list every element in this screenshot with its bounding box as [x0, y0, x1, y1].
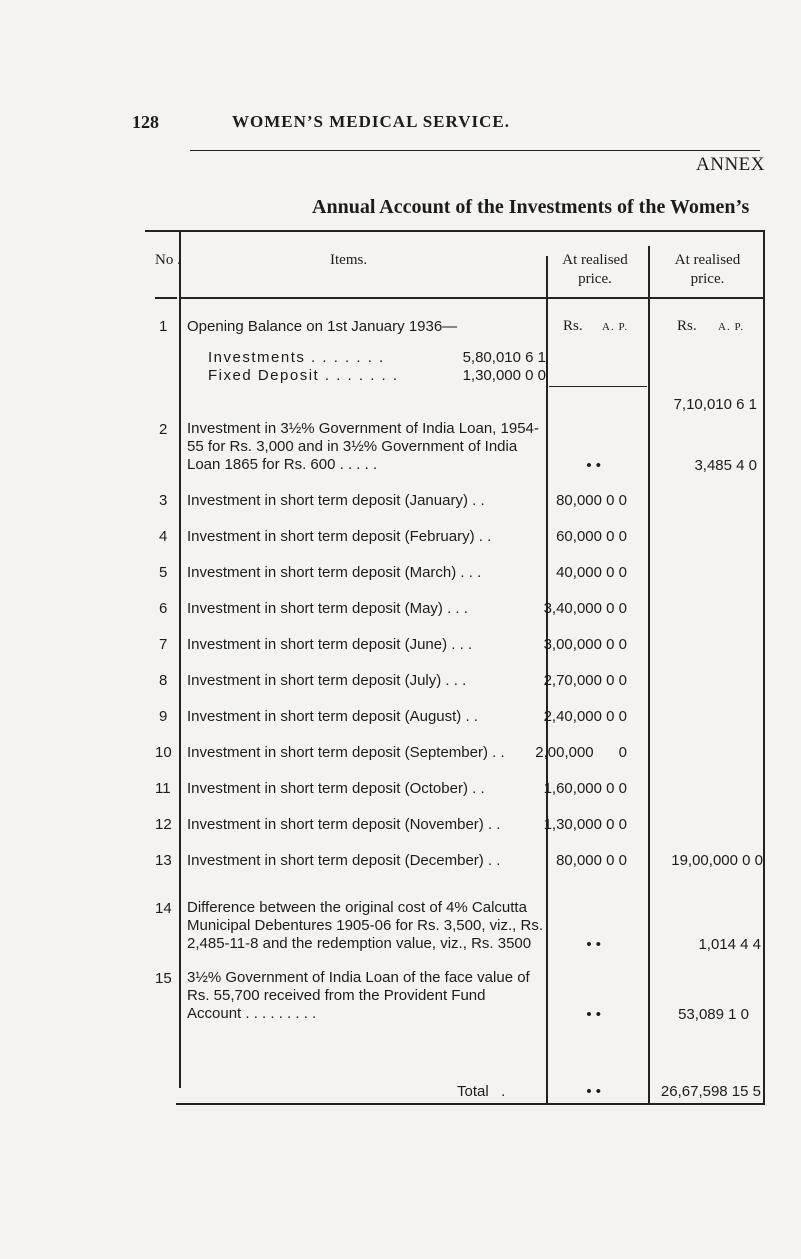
row-amount-col3: • • [586, 936, 601, 953]
row-item: Investment in short term deposit (November) . . [187, 816, 501, 833]
row-number: 8 [159, 672, 168, 689]
row-item: 3½% Government of India Loan of the face value of Rs. 55,700 received from the Provident Fund Account . . . . . . . . . [187, 969, 530, 1022]
row-number: 9 [159, 708, 168, 725]
row-amount-col3: 3,00,000 0 0 [543, 636, 627, 653]
row-item: Investment in short term deposit (February) . . [187, 528, 492, 545]
col-header-items: Items. [330, 252, 368, 268]
row-item: Investment in 3½% Government of India Loan, 1954-55 for Rs. 3,000 and in 3½% Government of India Loan 1865 for Rs. 600 . . . . . [187, 420, 539, 473]
header-bottom-rule-no [155, 297, 177, 299]
col-header-no: No . [155, 252, 181, 268]
table-right-edge [763, 230, 765, 1104]
subtotal-rule [549, 386, 647, 387]
row-number: 5 [159, 564, 168, 581]
unit-rs-col3: Rs. [563, 318, 583, 334]
unit-ap-col3: A. P. [602, 321, 629, 333]
header-bottom-rule [180, 297, 765, 299]
total-label: Total . [457, 1083, 506, 1100]
row-amount-col3: • • [586, 1006, 601, 1023]
row-number: 6 [159, 600, 168, 617]
row-amount-col4: 53,089 1 0 [678, 1006, 749, 1023]
row-amount-col3: 80,000 0 0 [556, 852, 627, 869]
row-number: 11 [155, 780, 171, 797]
row-number: 14 [155, 900, 172, 917]
col-header-col4: At realised price. [674, 252, 741, 287]
table-top-rule [145, 230, 765, 232]
annex-label: ANNEX [696, 154, 765, 175]
row-number: 13 [155, 852, 172, 869]
row-number: 2 [159, 421, 168, 438]
row-item: Investment in short term deposit (March) . . . [187, 564, 482, 581]
row-number: 7 [159, 636, 168, 653]
row-amount-col4: 7,10,010 6 1 [673, 396, 757, 413]
running-title: WOMEN’S MEDICAL SERVICE. [232, 112, 510, 131]
row-item: Fixed Deposit . . . . . . . [208, 367, 399, 384]
row-amount-col3: 40,000 0 0 [556, 564, 627, 581]
table-bottom-rule [176, 1103, 765, 1105]
row-amount-col3: 1,30,000 0 0 [543, 816, 627, 833]
row-number: 15 [155, 970, 172, 987]
row-amount-col3: 60,000 0 0 [556, 528, 627, 545]
col-divider-col4 [648, 246, 650, 1104]
header-rule [190, 150, 760, 151]
unit-rs-col4: Rs. [677, 318, 697, 334]
row-item: Investment in short term deposit (May) . . . [187, 600, 468, 617]
row-amount-col3: 2,40,000 0 0 [543, 708, 627, 725]
row-item: Difference between the original cost of 4% Calcutta Municipal Debentures 1905-06 for Rs. 3,500, viz., Rs. 2,485-11-8 and the redemption value, viz., Rs. 3500 [187, 899, 544, 952]
row-amount-col3: 2,00,000 0 [535, 744, 627, 761]
row-amount-col3: 1,30,000 0 0 [462, 367, 546, 384]
row-item: Opening Balance on 1st January 1936— [187, 318, 458, 335]
row-amount-col3: 3,40,000 0 0 [543, 600, 627, 617]
row-amount-col3: 1,60,000 0 0 [543, 780, 627, 797]
row-amount-col3: 2,70,000 0 0 [543, 672, 627, 689]
col-header-col3: At realised price. [562, 252, 628, 287]
row-amount-col3: 5,80,010 6 1 [462, 349, 546, 366]
unit-ap-col4: A. P. [718, 321, 745, 333]
row-amount-col4: 19,00,000 0 0 [671, 852, 763, 869]
row-item: Investment in short term deposit (June) . . . [187, 636, 473, 653]
total-amount-col3: • • [586, 1083, 601, 1100]
col-divider-items [179, 230, 181, 1088]
row-item: Investment in short term deposit (October) . . [187, 780, 485, 797]
row-number: 3 [159, 492, 168, 509]
row-number: 4 [159, 528, 168, 545]
row-amount-col3: 80,000 0 0 [556, 492, 627, 509]
row-item: Investment in short term deposit (September) . . [187, 744, 505, 761]
row-item: Investment in short term deposit (January) . . [187, 492, 485, 509]
row-item: Investments . . . . . . . [208, 349, 385, 366]
row-amount-col4: 1,014 4 4 [698, 936, 761, 953]
table-subtitle: Annual Account of the Investments of the Women’s [312, 196, 750, 218]
row-number: 10 [155, 744, 172, 761]
row-number: 12 [155, 816, 172, 833]
row-amount-col3: • • [586, 457, 601, 474]
total-amount-col4: 26,67,598 15 5 [660, 1083, 761, 1100]
row-amount-col4: 3,485 4 0 [694, 457, 757, 474]
row-number: 1 [159, 318, 168, 335]
row-item: Investment in short term deposit (July) . . . [187, 672, 467, 689]
row-item: Investment in short term deposit (August) . . [187, 708, 478, 725]
page-number: 128 [132, 112, 159, 132]
row-item: Investment in short term deposit (December) . . [187, 852, 501, 869]
